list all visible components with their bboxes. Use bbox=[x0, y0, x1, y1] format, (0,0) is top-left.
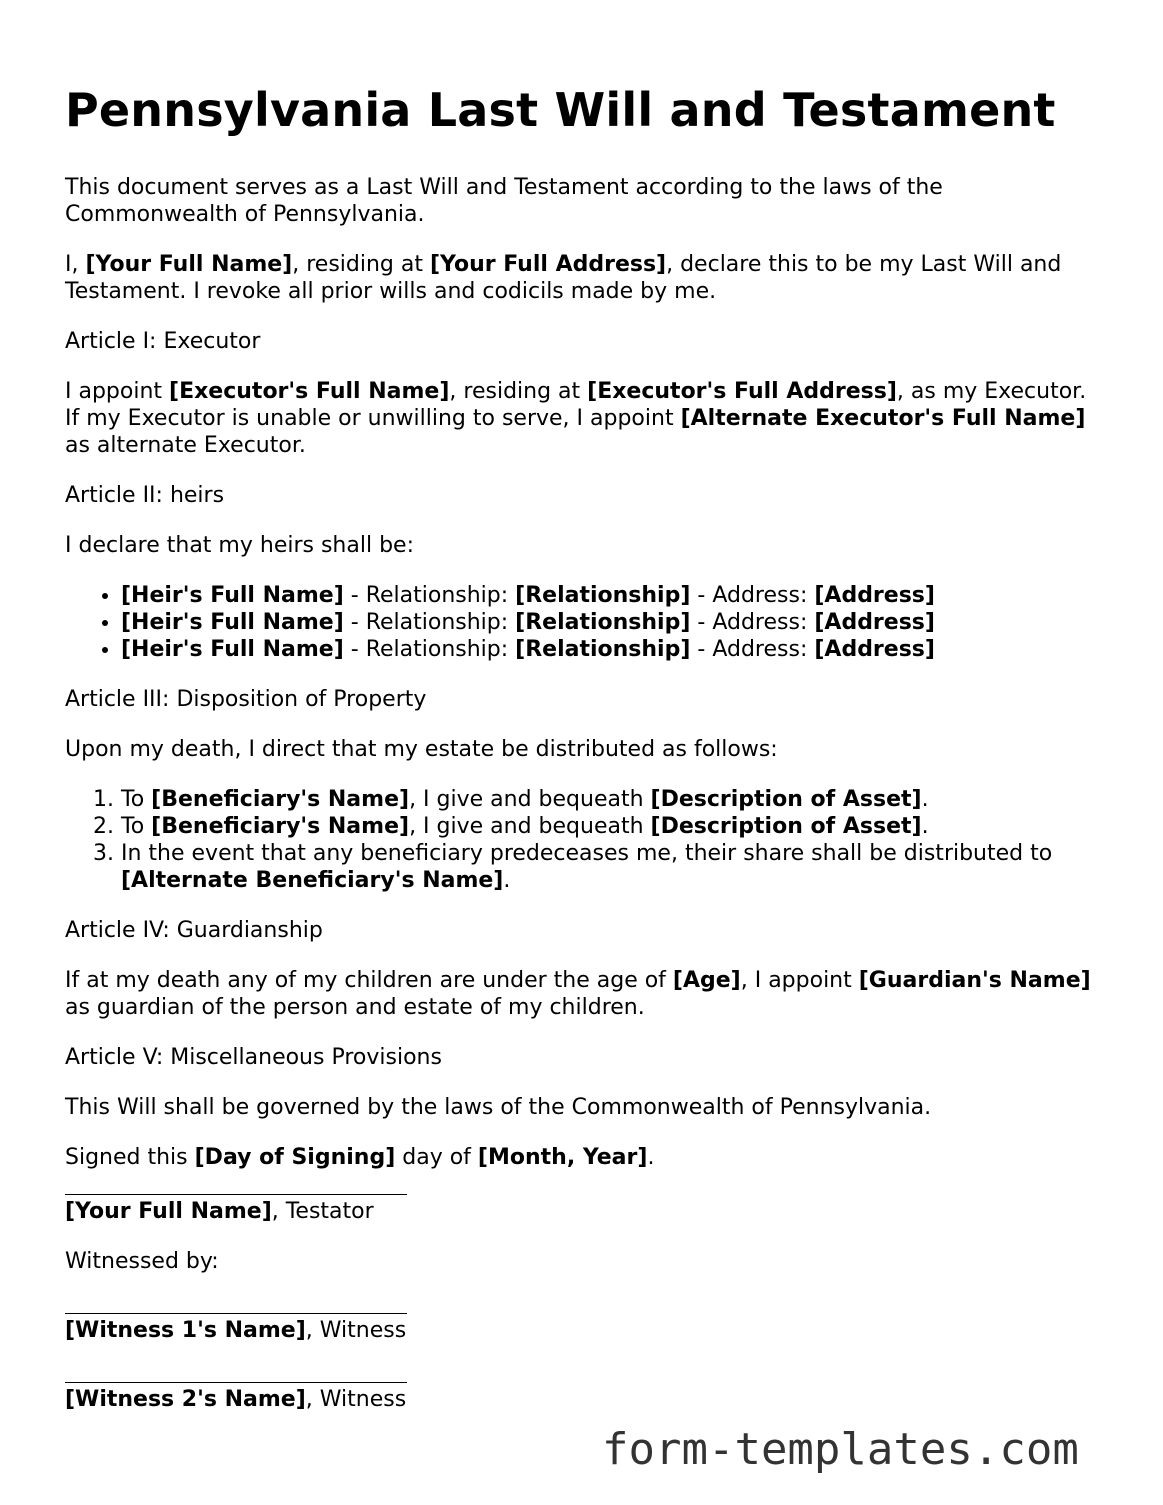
testator-address-placeholder: [Your Full Address] bbox=[429, 252, 667, 277]
testator-caption: [Your Full Name], Testator bbox=[65, 1199, 374, 1224]
signing-paragraph: Signed this [Day of Signing] day of [Month, Year]. bbox=[65, 1145, 655, 1170]
list-item: 3. In the event that any beneficiary predeceases me, their share shall be distributed to [Alternate Beneficiary's Name]. bbox=[121, 840, 1105, 894]
article-1-heading: Article I: Executor bbox=[65, 329, 261, 354]
list-item: • [Heir's Full Name] - Relationship: [Relationship] - Address: [Address] bbox=[121, 636, 1105, 663]
article-2-heading: Article II: heirs bbox=[65, 483, 225, 508]
article-4-heading: Article IV: Guardianship bbox=[65, 918, 323, 943]
executor-address-placeholder: [Executor's Full Address] bbox=[587, 379, 897, 404]
governing-law-paragraph: This Will shall be governed by the laws of the Commonwealth of Pennsylvania. bbox=[65, 1095, 932, 1120]
testator-signature-block bbox=[65, 1194, 1105, 1225]
executor-paragraph: I appoint [Executor's Full Name], residing at [Executor's Full Address], as my Executor. If my Executor is unable or unwilling to serve, I appoint [Alternate Executor's Full Name] as alternate Executor. bbox=[65, 379, 1087, 458]
article-3-heading: Article III: Disposition of Property bbox=[65, 687, 427, 712]
testator-signature-line bbox=[65, 1194, 407, 1195]
article-5-heading: Article V: Miscellaneous Provisions bbox=[65, 1045, 442, 1070]
witness-2-caption: [Witness 2's Name], Witness bbox=[65, 1387, 407, 1412]
testator-name-placeholder: [Your Full Name] bbox=[85, 252, 293, 277]
signing-day-placeholder: [Day of Signing] bbox=[194, 1145, 396, 1170]
witness-1-signature-block bbox=[65, 1313, 1105, 1344]
list-item: • [Heir's Full Name] - Relationship: [Relationship] - Address: [Address] bbox=[121, 582, 1105, 609]
witnessed-by-label: Witnessed by: bbox=[65, 1249, 219, 1274]
watermark: form-templates.com bbox=[602, 1424, 1079, 1475]
intro-paragraph: This document serves as a Last Will and Testament according to the laws of the Commonwealth of Pennsylvania. bbox=[65, 175, 943, 227]
list-item: 1. To [Beneficiary's Name], I give and bequeath [Description of Asset]. bbox=[121, 786, 1105, 813]
document-page bbox=[65, 80, 1105, 1436]
witness-2-signature-block bbox=[65, 1382, 1105, 1413]
list-item: 2. To [Beneficiary's Name], I give and bequeath [Description of Asset]. bbox=[121, 813, 1105, 840]
disposition-intro: Upon my death, I direct that my estate be distributed as follows: bbox=[65, 737, 778, 762]
page-title: Pennsylvania Last Will and Testament bbox=[65, 83, 1056, 137]
witness-1-caption: [Witness 1's Name], Witness bbox=[65, 1318, 407, 1343]
alternate-executor-placeholder: [Alternate Executor's Full Name] bbox=[680, 406, 1086, 431]
list-item: • [Heir's Full Name] - Relationship: [Relationship] - Address: [Address] bbox=[121, 609, 1105, 636]
witness-1-signature-line bbox=[65, 1313, 407, 1314]
disposition-list bbox=[65, 786, 1105, 894]
age-placeholder: [Age] bbox=[672, 968, 741, 993]
signing-month-year-placeholder: [Month, Year] bbox=[477, 1145, 648, 1170]
heirs-intro: I declare that my heirs shall be: bbox=[65, 533, 414, 558]
witness-2-signature-line bbox=[65, 1382, 407, 1383]
heirs-list bbox=[65, 582, 1105, 663]
executor-name-placeholder: [Executor's Full Name] bbox=[169, 379, 450, 404]
guardian-name-placeholder: [Guardian's Name] bbox=[858, 968, 1091, 993]
declaration-paragraph: I, [Your Full Name], residing at [Your Full Address], declare this to be my Last Will and Testament. I revoke all prior wills and codicils made by me. bbox=[65, 252, 1062, 304]
guardianship-paragraph: If at my death any of my children are under the age of [Age], I appoint [Guardian's Name] as guardian of the person and estate of my children. bbox=[65, 968, 1091, 1020]
